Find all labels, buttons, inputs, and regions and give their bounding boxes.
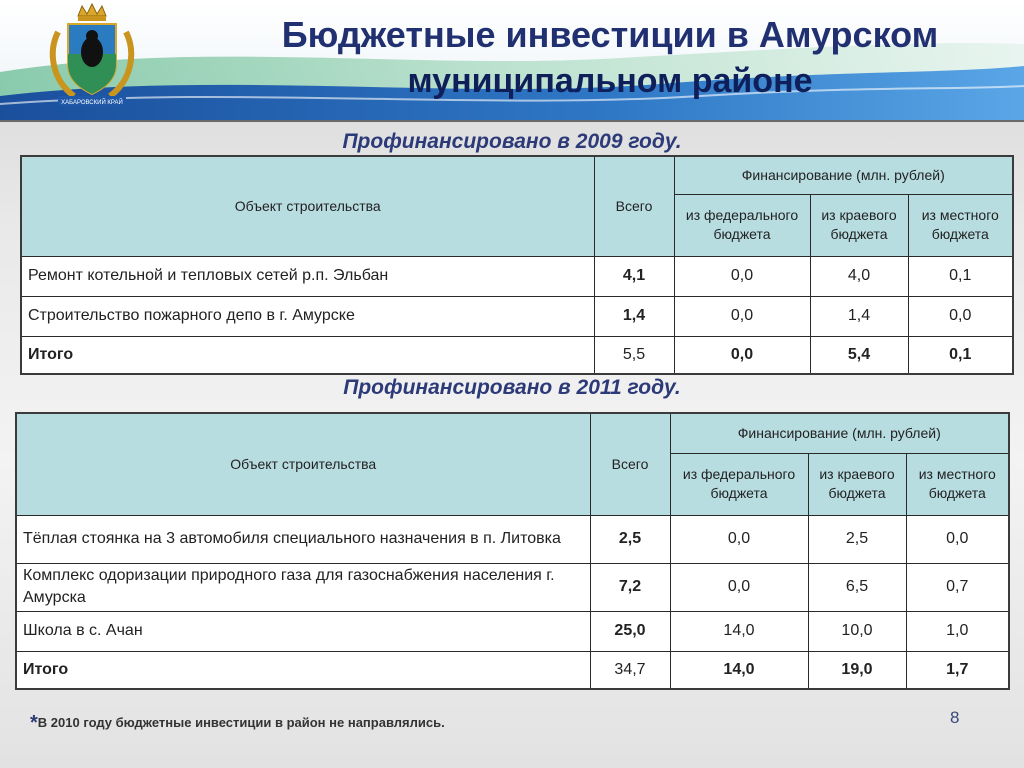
cell-total: 25,0 bbox=[590, 611, 670, 651]
header-federal: из федерального бюджета bbox=[674, 194, 810, 256]
header-local: из местного бюджета bbox=[906, 453, 1009, 515]
header-total: Всего bbox=[590, 413, 670, 515]
total-row bbox=[16, 651, 1009, 689]
subtitle-2009: Профинансировано в 2009 году. bbox=[342, 130, 682, 153]
cell-local: 0,0 bbox=[906, 515, 1009, 563]
footnote bbox=[30, 712, 445, 735]
header-total: Всего bbox=[594, 156, 674, 256]
header-federal: из федерального бюджета bbox=[670, 453, 808, 515]
cell-name: Итого bbox=[21, 336, 594, 374]
table-row bbox=[16, 563, 1009, 611]
cell-name: Школа в с. Ачан bbox=[16, 611, 590, 651]
cell-regional: 19,0 bbox=[808, 651, 906, 689]
cell-total: 4,1 bbox=[594, 256, 674, 296]
cell-regional: 6,5 bbox=[808, 563, 906, 611]
cell-total: 2,5 bbox=[590, 515, 670, 563]
cell-federal: 0,0 bbox=[674, 336, 810, 374]
header-financing: Финансирование (млн. рублей) bbox=[674, 156, 1013, 194]
cell-federal: 14,0 bbox=[670, 651, 808, 689]
cell-name: Комплекс одоризации природного газа для газоснабжения населения г. Амурска bbox=[16, 563, 590, 611]
cell-name: Итого bbox=[16, 651, 590, 689]
slide-title-line2: муниципальном районе bbox=[407, 62, 813, 100]
table-row bbox=[16, 611, 1009, 651]
cell-regional: 2,5 bbox=[808, 515, 906, 563]
header-regional: из краевого бюджета bbox=[810, 194, 908, 256]
cell-local: 0,1 bbox=[908, 256, 1013, 296]
cell-name: Тёплая стоянка на 3 автомобиля специального назначения в п. Литовка bbox=[16, 515, 590, 563]
cell-local: 0,0 bbox=[908, 296, 1013, 336]
header-regional: из краевого бюджета bbox=[808, 453, 906, 515]
footnote-star: * bbox=[30, 712, 38, 734]
cell-regional: 10,0 bbox=[808, 611, 906, 651]
coat-of-arms-emblem bbox=[40, 2, 144, 112]
cell-total: 7,2 bbox=[590, 563, 670, 611]
header-object: Объект строительства bbox=[21, 156, 594, 256]
cell-local: 1,0 bbox=[906, 611, 1009, 651]
cell-name: Ремонт котельной и тепловых сетей р.п. Эльбан bbox=[21, 256, 594, 296]
table-row bbox=[21, 256, 1013, 296]
cell-federal: 0,0 bbox=[670, 515, 808, 563]
cell-federal: 0,0 bbox=[674, 296, 810, 336]
total-row bbox=[21, 336, 1013, 374]
slide-title bbox=[210, 12, 1010, 104]
table-row bbox=[16, 515, 1009, 563]
slide-header bbox=[0, 0, 1024, 122]
cell-name: Строительство пожарного депо в г. Амурске bbox=[21, 296, 594, 336]
cell-total: 34,7 bbox=[590, 651, 670, 689]
cell-local: 0,7 bbox=[906, 563, 1009, 611]
header-financing: Финансирование (млн. рублей) bbox=[670, 413, 1009, 453]
cell-local: 0,1 bbox=[908, 336, 1013, 374]
page-number: 8 bbox=[950, 708, 960, 727]
cell-regional: 4,0 bbox=[810, 256, 908, 296]
cell-federal: 0,0 bbox=[674, 256, 810, 296]
slide-title-line1: Бюджетные инвестиции в Амурском bbox=[281, 14, 939, 55]
subtitle-2011: Профинансировано в 2011 году. bbox=[343, 376, 681, 399]
cell-regional: 5,4 bbox=[810, 336, 908, 374]
cell-regional: 1,4 bbox=[810, 296, 908, 336]
header-object: Объект строительства bbox=[16, 413, 590, 515]
header-local: из местного бюджета bbox=[908, 194, 1013, 256]
cell-federal: 0,0 bbox=[670, 563, 808, 611]
cell-total: 5,5 bbox=[594, 336, 674, 374]
footnote-text: В 2010 году бюджетные инвестиции в район не направлялись. bbox=[37, 715, 445, 730]
table-2011 bbox=[15, 412, 1010, 690]
cell-local: 1,7 bbox=[906, 651, 1009, 689]
table-row bbox=[21, 296, 1013, 336]
cell-federal: 14,0 bbox=[670, 611, 808, 651]
emblem-caption: ХАБАРОВСКИЙ КРАЙ bbox=[61, 100, 123, 106]
cell-total: 1,4 bbox=[594, 296, 674, 336]
table-2009 bbox=[20, 155, 1014, 375]
